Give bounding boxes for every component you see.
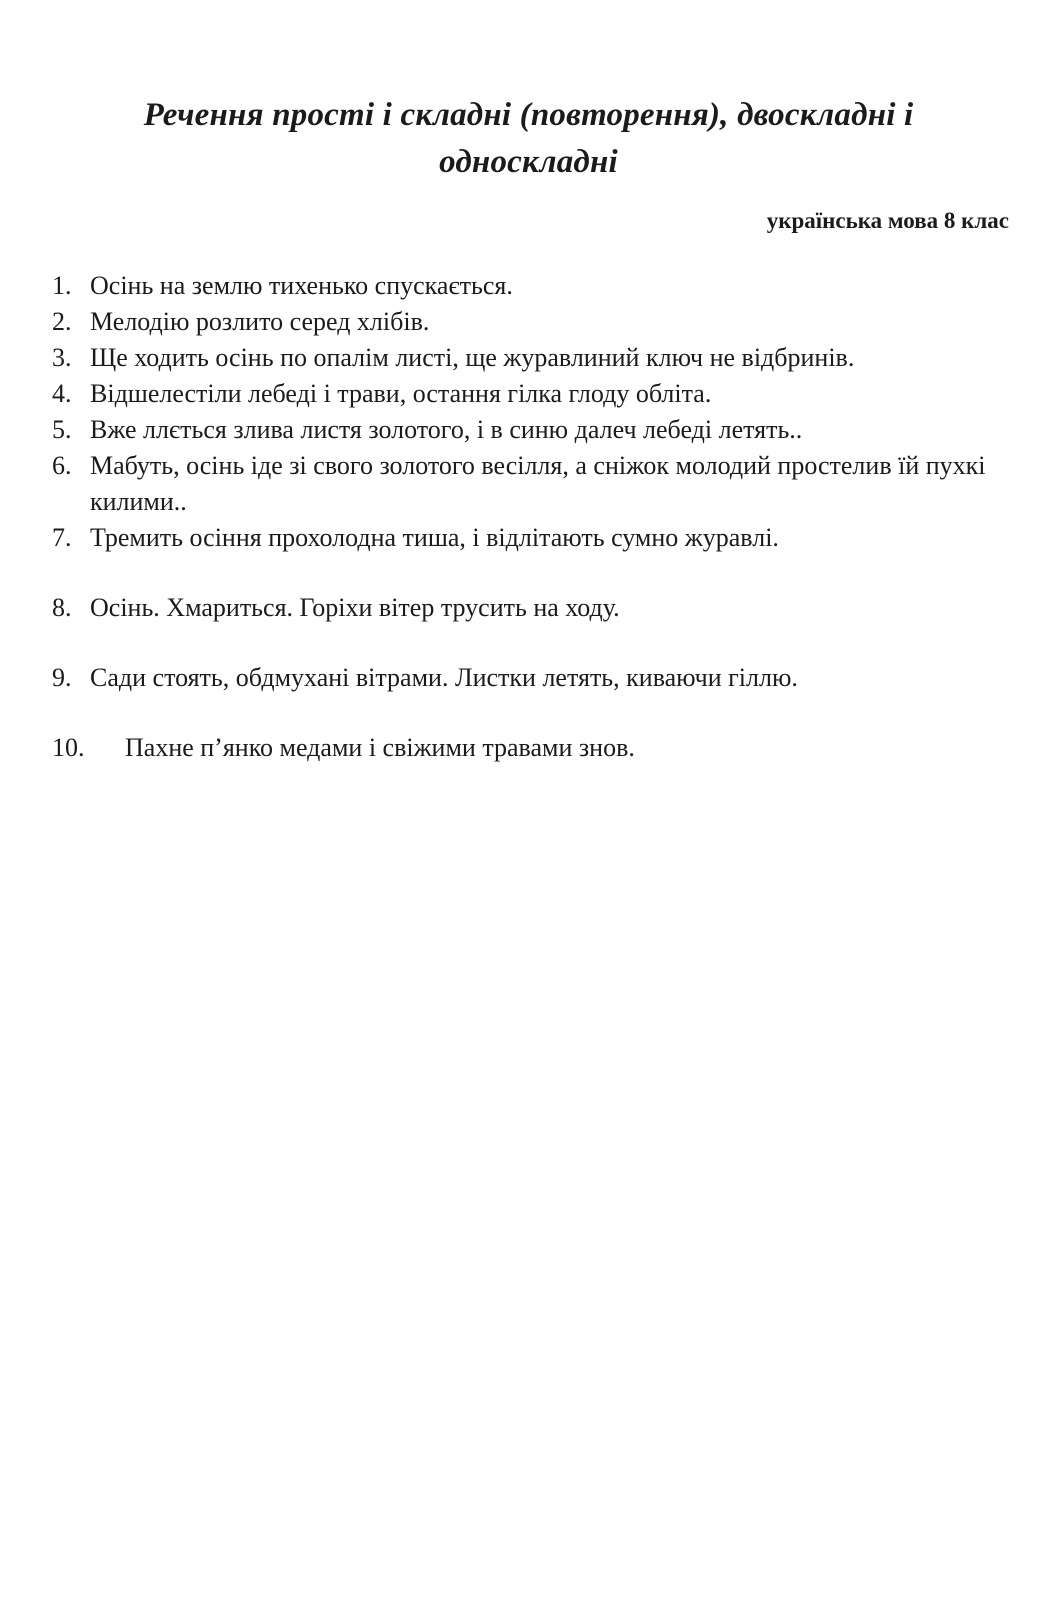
item-number: 5. [52, 414, 72, 444]
list-item [52, 590, 1017, 626]
list-item [52, 304, 1017, 340]
item-text: Мелодію розлито серед хлібів. [90, 306, 430, 336]
list-item [52, 340, 1017, 376]
page-title: Речення прості і складні (повторення), двоскладні і односкладні [143, 97, 914, 180]
item-text: Сади стоять, обдмухані вітрами. Листки летять, киваючи гіллю. [90, 662, 798, 692]
item-text: Осінь. Хмариться. Горіхи вітер трусить на ходу. [90, 592, 620, 622]
item-number: 9. [52, 662, 72, 692]
list-item [52, 520, 1017, 556]
item-number: 6. [52, 450, 72, 480]
item-number: 10. [52, 732, 85, 762]
item-number: 2. [52, 306, 72, 336]
item-number: 7. [52, 522, 72, 552]
item-text: Вже ллється злива листя золотого, і в синю далеч лебеді летять.. [90, 414, 803, 444]
item-number: 4. [52, 378, 72, 408]
list-item [52, 376, 1017, 412]
list-item [52, 660, 1017, 696]
list-item [52, 448, 1017, 520]
subject-grade-label: українська мова 8 клас [766, 207, 1009, 233]
item-text: Мабуть, осінь іде зі свого золотого весілля, а сніжок молодий простелив їй пухкі килими.. [90, 450, 986, 516]
item-text: Відшелестіли лебеді і трави, остання гілка глоду обліта. [90, 378, 712, 408]
list-item [52, 412, 1017, 448]
item-number: 8. [52, 592, 72, 622]
item-text: Осінь на землю тихенько спускається. [90, 270, 513, 300]
list-item [52, 730, 1017, 766]
sentence-list [0, 268, 1057, 766]
item-text: Тремить осіння прохолодна тиша, і відлітають сумно журавлі. [90, 522, 779, 552]
list-item [52, 268, 1017, 304]
item-text: Ще ходить осінь по опалім листі, ще журавлиний ключ не відбринів. [90, 342, 855, 372]
item-number: 3. [52, 342, 72, 372]
item-text: Пахне п’янко медами і свіжими травами знов. [125, 732, 635, 762]
item-number: 1. [52, 270, 72, 300]
